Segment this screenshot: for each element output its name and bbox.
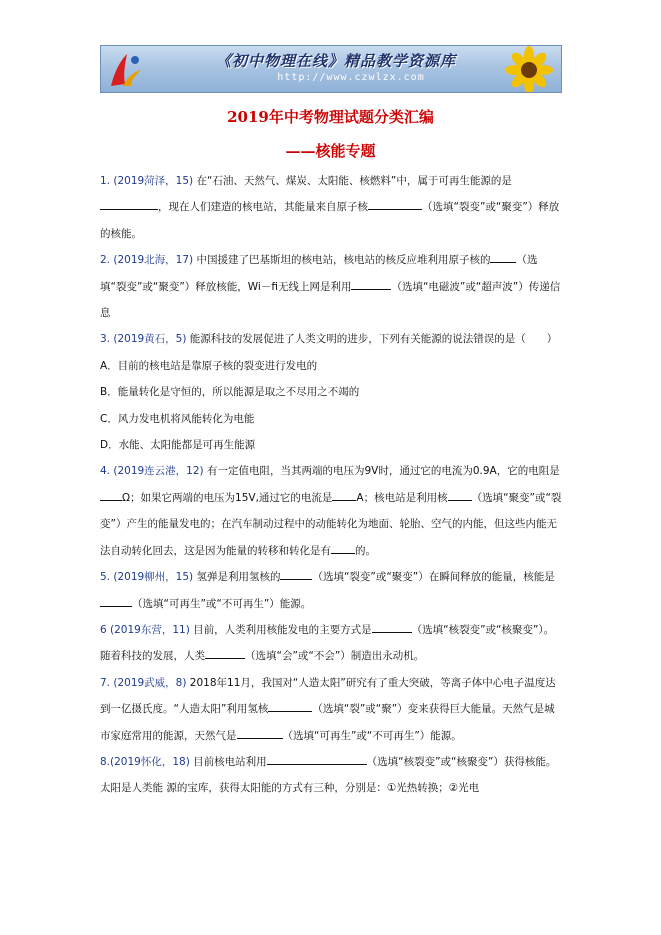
question-source: 7. (2019武威，8) bbox=[100, 676, 187, 689]
question-text: Ω；如果它两端的电压为15V,通过它的电流是 bbox=[122, 491, 333, 504]
question-text: A；核电站是利用核 bbox=[356, 491, 448, 504]
question-source: 2. (2019北海，17) bbox=[100, 254, 194, 267]
question-text: 中国援建了巴基斯坦的核电站，核电站的核反应堆利用原子核的 bbox=[196, 254, 491, 267]
question-text: 在“石油、天然气、煤炭、太阳能、核燃料”中，属于可再生能源的是 bbox=[196, 175, 512, 187]
option-b: B．能量转化是守恒的，所以能源是取之不尽用之不竭的 bbox=[100, 386, 360, 399]
option-a: A．目前的核电站是靠原子核的裂变进行发电的 bbox=[100, 359, 318, 372]
question-source: 4. (2019连云港，12) bbox=[100, 465, 204, 478]
question-text: （选填“裂变”或“聚变”）释放的核能。 bbox=[100, 201, 560, 240]
answer-blank bbox=[372, 620, 412, 633]
answer-blank bbox=[280, 567, 312, 580]
question-text: （选填“可再生”或“不可再生”）能源。 bbox=[282, 729, 462, 742]
question-source: 3. (2019黄石，5) bbox=[100, 333, 187, 346]
page-subtitle: ——核能专题 bbox=[285, 142, 376, 160]
answer-blank bbox=[448, 488, 472, 501]
question-text: 目前，人类利用核能发电的主要方式是 bbox=[193, 623, 372, 636]
answer-blank bbox=[100, 594, 132, 607]
question-text: 有一定值电阻，当其两端的电压为9V时，通过它的电流为0.9A，它的电阻是 bbox=[206, 465, 560, 478]
question-text: 氢弹是利用氢核的 bbox=[196, 571, 281, 584]
question-text: （选填“核裂变”或“核聚变”）获得核能。太阳是人类能 源的宝库，获得太阳能的方式有三种，分别是：①光热转换；②光电 bbox=[100, 755, 557, 795]
question-1 bbox=[100, 168, 562, 247]
question-text: 目前核电站利用 bbox=[193, 755, 267, 768]
answer-blank bbox=[267, 752, 367, 765]
question-source: 1. (2019菏泽，15) bbox=[100, 175, 194, 187]
answer-blank bbox=[100, 488, 122, 501]
question-text: （选填“会”或“不会”）制造出永动机。 bbox=[245, 650, 425, 663]
question-text: （选填“电磁波”或“超声波”）传递信息 bbox=[100, 280, 561, 320]
site-logo-icon bbox=[105, 50, 145, 90]
question-3 bbox=[100, 326, 562, 352]
banner-url[interactable]: http://www.czwlzx.com bbox=[277, 72, 425, 83]
answer-blank bbox=[332, 488, 356, 501]
banner-title: 《初中物理在线》精品教学资源库 bbox=[215, 52, 456, 70]
question-text: （选填“裂变”或“聚变”）在瞬间释放的能量，核能是 bbox=[312, 571, 555, 584]
question-list bbox=[100, 168, 562, 802]
question-8 bbox=[100, 749, 562, 802]
question-source: 5. (2019柳州，15) bbox=[100, 571, 194, 584]
question-text: 2018年11月，我国对“人造太阳”研究有了重大突破，等离子体中心电子温度达到一亿摄氏度。“人造太阳”利用氢核 bbox=[100, 676, 556, 716]
answer-blank bbox=[237, 726, 283, 739]
question-text: （选填“可再生”或“不可再生”）能源。 bbox=[132, 597, 312, 610]
answer-blank bbox=[100, 197, 158, 210]
site-banner bbox=[100, 45, 562, 93]
question-text: （选填“裂”或“聚”）变来获得巨大能量。天然气是城市家庭常用的能源，天然气是 bbox=[100, 703, 555, 742]
question-text: （选填“核裂变”或“核聚变”）。随着科技的发展，人类 bbox=[100, 623, 555, 663]
sunflower-icon bbox=[489, 46, 559, 93]
answer-blank bbox=[351, 277, 391, 290]
question-2 bbox=[100, 247, 562, 326]
answer-blank bbox=[268, 699, 312, 712]
option-d: D．水能、太阳能都是可再生能源 bbox=[100, 439, 256, 452]
question-6 bbox=[100, 617, 562, 670]
question-4 bbox=[100, 458, 562, 564]
question-7 bbox=[100, 670, 562, 749]
question-text: 的。 bbox=[355, 544, 376, 557]
question-5 bbox=[100, 564, 562, 617]
question-text: ，现在人们建造的核电站，其能量来自原子核 bbox=[158, 201, 368, 214]
option-c: C．风力发电机将风能转化为电能 bbox=[100, 412, 255, 425]
question-text: 能源科技的发展促进了人类文明的进步，下列有关能源的说法错误的是（ ） bbox=[189, 333, 558, 346]
question-text: （选填“裂变”或“聚变”）释放核能，Wi－fi无线上网是利用 bbox=[100, 254, 538, 293]
answer-blank bbox=[331, 541, 355, 554]
question-text: （选填“聚变”或“裂变”）产生的能量发电的；在汽车制动过程中的动能转化为地面、轮胎、空气的内能，但这些内能无法自动转化回去，这是因为能量的转移和转化是有 bbox=[100, 491, 562, 557]
answer-blank bbox=[368, 197, 422, 210]
answer-blank bbox=[490, 250, 516, 263]
question-source: 8.(2019怀化，18) bbox=[100, 755, 190, 768]
page-title: 2019年中考物理试题分类汇编 bbox=[227, 108, 434, 126]
answer-blank bbox=[205, 646, 245, 659]
question-source: 6 (2019东营，11) bbox=[100, 623, 190, 636]
